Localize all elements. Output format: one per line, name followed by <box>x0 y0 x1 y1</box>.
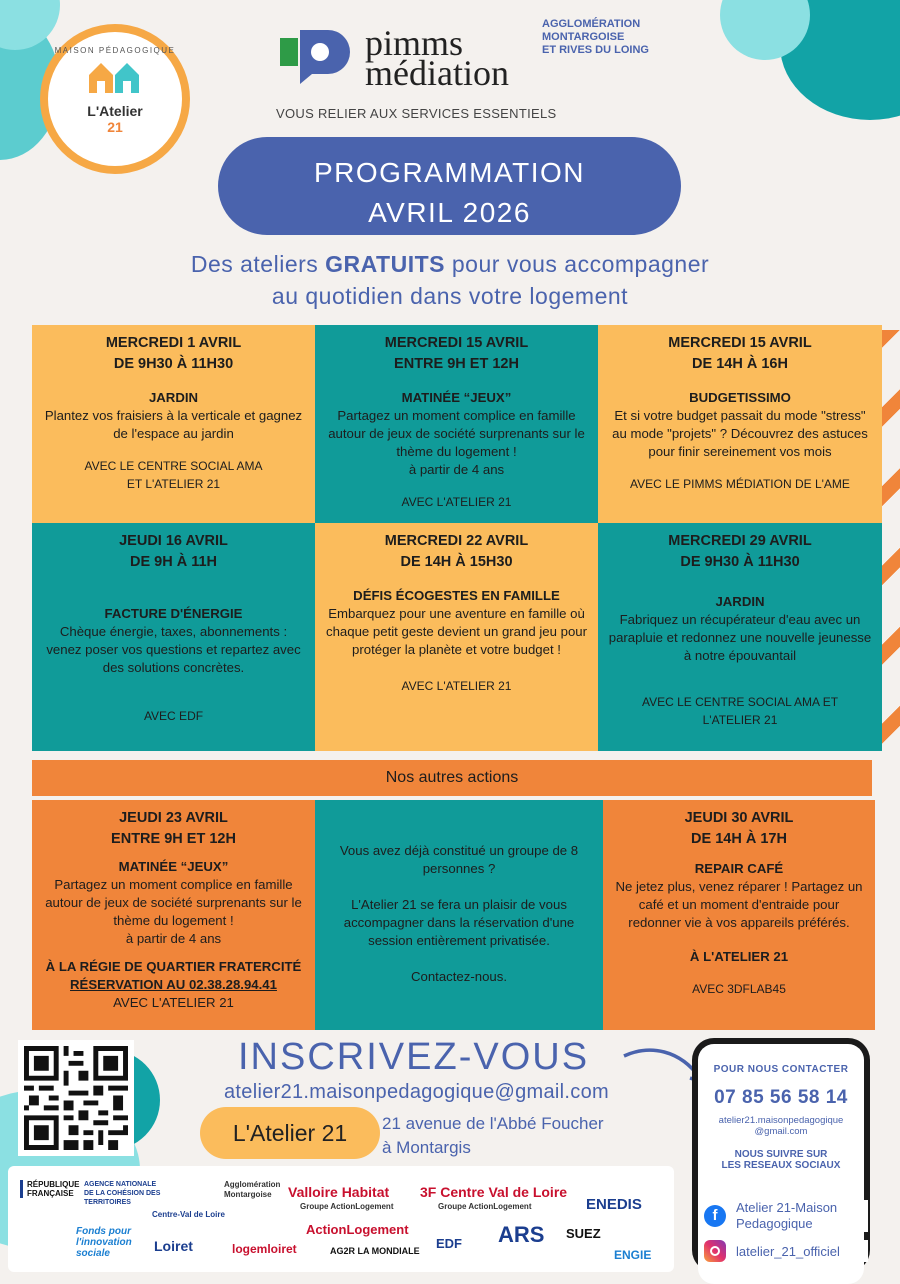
venue-pill: L'Atelier 21 <box>200 1107 380 1159</box>
event-card <box>598 325 882 523</box>
partner-republique: RÉPUBLIQUE FRANÇAISE <box>20 1180 80 1198</box>
event-card <box>32 800 315 1030</box>
instagram-link[interactable] <box>704 1240 868 1262</box>
event-date: MERCREDI 29 AVRIL DE 9H30 À 11H30 <box>668 533 812 570</box>
event-partner: AVEC LE CENTRE SOCIAL AMA ET L'ATELIER 21 <box>84 459 263 491</box>
event-card <box>32 325 315 523</box>
other-actions-grid <box>32 800 875 1030</box>
event-name: FACTURE D'ÉNERGIE <box>104 606 243 621</box>
brand-line-1: pimms <box>365 23 464 63</box>
facebook-label: Atelier 21-Maison Pedagogique <box>736 1200 838 1231</box>
partner-fonds-innovation: Fonds pour l'innovation sociale <box>76 1226 132 1259</box>
event-name: BUDGETISSIMO <box>689 390 791 405</box>
title-line-1: PROGRAMMATION <box>314 157 585 188</box>
region-label: AGGLOMÉRATION MONTARGOISE ET RIVES DU LOING <box>542 18 649 56</box>
private-session-text: L'Atelier 21 se fera un plaisir de vous accompagner dans la réservation d'une session entièrement privatisée. <box>343 897 575 948</box>
event-description: Ne jetez plus, venez réparer ! Partagez un café et un moment d'entraide pour redonner vie à vos appareils préférés. <box>615 879 863 930</box>
event-name: REPAIR CAFÉ <box>694 861 784 876</box>
qr-code[interactable] <box>18 1040 134 1156</box>
event-partner: AVEC LE PIMMS MÉDIATION DE L'AME <box>630 477 850 491</box>
event-description: Fabriquez un récupérateur d'eau avec un parapluie et redonnez une nouvelle jeunesse à notre épouvantail <box>608 612 872 663</box>
event-name: JARDIN <box>715 594 765 609</box>
badge-name: L'Atelier <box>87 103 143 119</box>
event-partner: AVEC EDF <box>143 709 204 723</box>
event-date: MERCREDI 15 AVRIL DE 14H À 16H <box>668 335 812 372</box>
partner-actionlogement-2: Groupe ActionLogement <box>438 1202 532 1211</box>
qr-code-icon <box>24 1046 128 1150</box>
partner-suez: SUEZ <box>566 1226 601 1241</box>
event-description: Embarquez pour une aventure en famille où chaque petit geste devient un grand jeu pour protéger la planète et votre budget ! <box>325 606 587 657</box>
partner-logos <box>8 1166 674 1272</box>
event-card <box>603 800 875 1030</box>
decor-stripes <box>880 330 900 750</box>
decor-blob <box>0 0 60 50</box>
intro-highlight: GRATUITS <box>325 251 445 277</box>
pimms-logo-icon <box>276 28 352 86</box>
event-description: Partagez un moment complice en famille autour de jeux de société surprenants sur le thème du logement ! à partir de 4 ans <box>45 877 302 946</box>
event-date: JEUDI 30 AVRIL DE 14H À 17H <box>684 810 794 847</box>
signup-email[interactable]: atelier21.maisonpedagogique@gmail.com <box>224 1081 609 1103</box>
event-description: Chèque énergie, taxes, abonnements : venez poser vos questions et repartez avec des solutions concrètes. <box>46 624 301 675</box>
partner-logemloiret: logemloiret <box>232 1242 297 1256</box>
event-place: À LA RÉGIE DE QUARTIER FRATERCITÉ <box>45 959 302 974</box>
event-date: MERCREDI 22 AVRIL DE 14H À 15H30 <box>384 533 529 570</box>
social-heading: NOUS SUIVRE SUR LES RESEAUX SOCIAUX <box>721 1149 841 1171</box>
house-icon <box>87 61 143 95</box>
event-name: DÉFIS ÉCOGESTES EN FAMILLE <box>353 588 560 603</box>
reservation-phone[interactable]: RÉSERVATION AU 02.38.28.94.41 <box>70 977 277 992</box>
intro-line-2: au quotidien dans votre logement <box>271 283 629 309</box>
contact-heading: POUR NOUS CONTACTER <box>713 1064 849 1075</box>
private-session-card <box>315 800 603 1030</box>
event-name: MATINÉE “JEUX” <box>401 390 512 405</box>
other-actions-heading: Nos autres actions <box>32 760 872 796</box>
event-partner: AVEC 3DFLAB45 <box>692 982 786 996</box>
venue-address: 21 avenue de l'Abbé Foucher à Montargis <box>382 1114 604 1157</box>
partner-actionlogement-3: ActionLogement <box>306 1222 409 1237</box>
event-name: MATINÉE “JEUX” <box>118 859 229 874</box>
instagram-label: latelier_21_officiel <box>736 1243 840 1259</box>
brand-line-2: médiation <box>365 53 509 93</box>
signup-heading: INSCRIVEZ-VOUS <box>238 1036 590 1078</box>
private-session-question: Vous avez déjà constitué un groupe de 8 personnes ? <box>339 843 579 876</box>
event-partner: AVEC LE CENTRE SOCIAL AMA ET L'ATELIER 21 <box>641 695 839 727</box>
event-description: Plantez vos fraisiers à la verticale et gagnez de l'espace au jardin <box>44 408 303 441</box>
atelier-21-logo <box>40 24 190 174</box>
title-line-2: AVRIL 2026 <box>368 197 531 228</box>
partner-enedis: ENEDIS <box>586 1196 642 1213</box>
contact-phone-number[interactable]: 07 85 56 58 14 <box>714 1087 848 1108</box>
contact-us-text: Contactez-nous. <box>410 969 508 984</box>
event-description: Et si votre budget passait du mode "stress" au mode "projets" ? Découvrez des astuces pour finir sereinement vos mois <box>612 408 868 459</box>
badge-arc-text: MAISON PÉDAGOGIQUE <box>54 46 176 55</box>
facebook-icon: f <box>704 1205 726 1227</box>
event-partner: AVEC L'ATELIER 21 <box>401 679 512 693</box>
event-card <box>315 523 598 751</box>
partner-engie: ENGIE <box>614 1248 652 1262</box>
partner-ars: ARS <box>498 1222 545 1247</box>
partner-3f: 3F Centre Val de Loire <box>420 1184 568 1200</box>
event-date: JEUDI 23 AVRIL ENTRE 9H ET 12H <box>111 810 236 847</box>
partner-region: Centre-Val de Loire <box>152 1210 225 1219</box>
event-card <box>598 523 882 751</box>
programme-title <box>218 137 681 235</box>
event-partner: AVEC L'ATELIER 21 <box>401 495 512 509</box>
intro-before: Des ateliers <box>190 251 326 277</box>
event-date: MERCREDI 15 AVRIL ENTRE 9H ET 12H <box>384 335 529 372</box>
event-card <box>32 523 315 751</box>
partner-agglo: Agglomération Montargoise <box>224 1180 281 1199</box>
brand-name <box>365 23 509 93</box>
facebook-link[interactable] <box>704 1200 868 1232</box>
partner-ag2r: AG2R LA MONDIALE <box>330 1246 420 1256</box>
event-date: MERCREDI 1 AVRIL DE 9H30 À 11H30 <box>105 335 242 372</box>
intro-text <box>0 248 900 312</box>
partner-edf: EDF <box>436 1236 462 1251</box>
badge-number: 21 <box>107 119 123 135</box>
partner-loiret: Loiret <box>154 1238 193 1254</box>
event-partner: AVEC L'ATELIER 21 <box>113 995 234 1010</box>
event-place: À L'ATELIER 21 <box>689 949 789 964</box>
contact-email[interactable]: atelier21.maisonpedagogique @gmail.com <box>718 1115 844 1137</box>
programme-grid <box>32 325 882 751</box>
instagram-icon <box>704 1240 726 1262</box>
partner-valloire: Valloire Habitat <box>288 1184 390 1200</box>
intro-after: pour vous accompagner <box>445 251 710 277</box>
contact-phone-mockup <box>692 1038 870 1272</box>
event-card <box>315 325 598 523</box>
event-name: JARDIN <box>148 390 199 405</box>
event-date: JEUDI 16 AVRIL DE 9H À 11H <box>119 533 228 570</box>
partner-anct: AGENCE NATIONALE DE LA COHÉSION DES TERRITOIRES <box>84 1181 161 1206</box>
tagline: VOUS RELIER AUX SERVICES ESSENTIELS <box>276 106 557 121</box>
event-description: Partagez un moment complice en famille autour de jeux de société surprenants sur le thème du logement ! à partir de 4 ans <box>328 408 585 477</box>
partner-actionlogement: Groupe ActionLogement <box>300 1202 394 1211</box>
